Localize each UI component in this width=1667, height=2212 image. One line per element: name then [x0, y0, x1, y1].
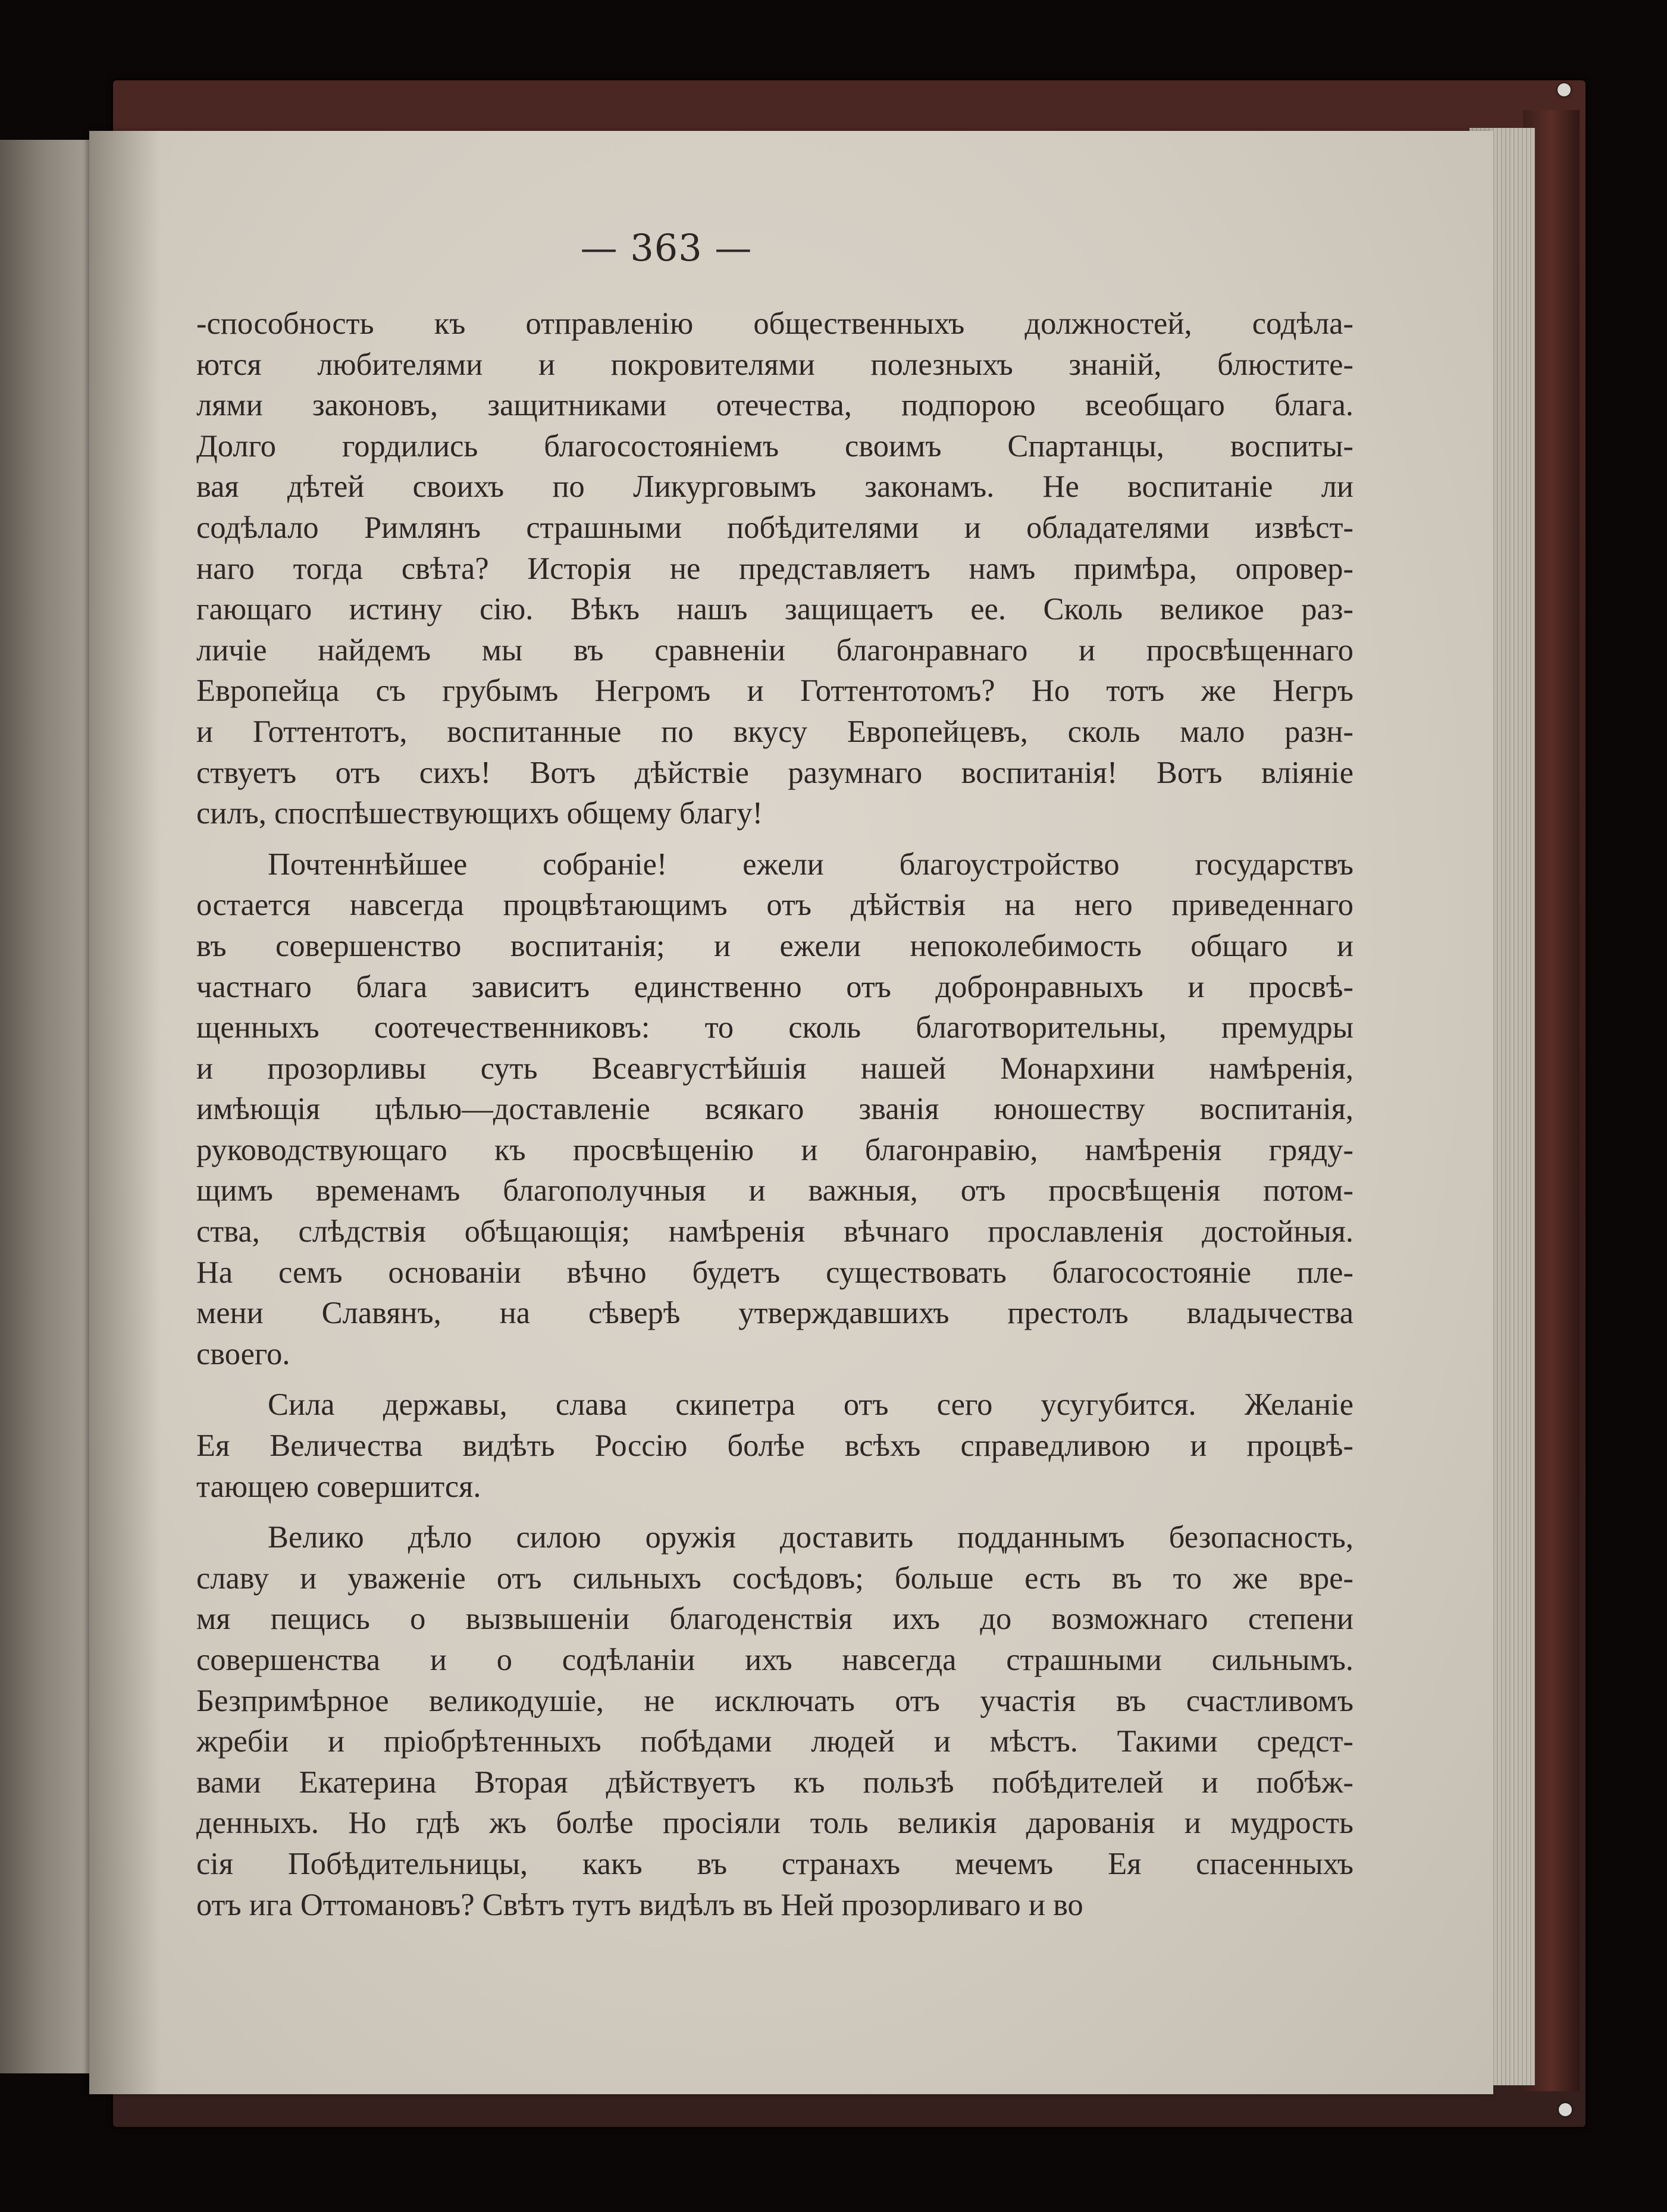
text-line: денныхъ. Но гдѣ жъ болѣе просіяли толь великія дарованія и мудрость	[196, 1806, 1353, 1841]
text-line: славу и уваженіе отъ сильныхъ сосѣдовъ; больше есть въ то же вре-	[196, 1561, 1353, 1596]
text-line: Долго гордились благосостояніемъ своимъ Спартанцы, воспиты-	[196, 428, 1353, 463]
text-line: наго тогда свѣта? Исторія не представляетъ намъ примѣра, опровер-	[196, 551, 1353, 586]
text-line: щимъ временамъ благополучныя и важныя, отъ просвѣщенія потом-	[196, 1173, 1353, 1208]
text-line: руководствующаго къ просвѣщенію и благонравію, намѣренія гряду-	[196, 1132, 1353, 1167]
text-line: своего.	[196, 1336, 290, 1371]
text-line: Сила державы, слава скипетра отъ сего усугубится. Желаніе	[268, 1387, 1353, 1423]
text-line: Велико дѣло силою оружія доставить подданнымъ безопасность,	[268, 1520, 1353, 1555]
corner-pin-top	[1558, 83, 1571, 96]
text-line: тающею совершится.	[196, 1469, 481, 1504]
text-line: Безпримѣрное великодушіе, не исключать отъ участія въ счастливомъ	[196, 1683, 1353, 1718]
text-line: имѣющія цѣлью—доставленіе всякаго званія юношеству воспитанія,	[196, 1092, 1353, 1127]
text-line: -способность къ отправленію общественныхъ должностей, содѣла-	[196, 306, 1353, 341]
paragraph	[196, 1384, 1353, 1507]
text-line: вая дѣтей своихъ по Ликурговымъ законамъ. Не воспитаніе ли	[196, 469, 1353, 505]
text-line: содѣлало Римлянъ страшными побѣдителями и обладателями извѣст-	[196, 510, 1353, 545]
text-line: гающаго истину сію. Вѣкъ нашъ защищаетъ ее. Сколь великое раз-	[196, 592, 1353, 627]
text-line: и Готтентотъ, воспитанные по вкусу Европейцевъ, сколь мало разн-	[196, 714, 1353, 749]
text-line: и прозорливы суть Всеавгустѣйшія нашей Монархини намѣренія,	[196, 1051, 1353, 1086]
text-line: совершенства и о содѣланіи ихъ навсегда страшными сильнымъ.	[196, 1643, 1353, 1677]
text-line: отъ ига Оттомановъ? Свѣтъ тутъ видѣлъ въ Ней прозорливаго и во	[196, 1887, 1083, 1922]
text-line: сія Побѣдительницы, какъ въ странахъ мечемъ Ея спасенныхъ	[196, 1846, 1353, 1881]
text-line: Ея Величества видѣть Россію болѣе всѣхъ справедливою и процвѣ-	[196, 1428, 1353, 1464]
text-line: жребіи и пріобрѣтенныхъ побѣдами людей и мѣстъ. Такими средст-	[196, 1724, 1353, 1759]
corner-pin-bottom	[1559, 2103, 1572, 2116]
text-line: щенныхъ соотечественниковъ: то сколь благотворительны, премудры	[196, 1010, 1353, 1045]
text-line: остается навсегда процвѣтающимъ отъ дѣйствія на него приведеннаго	[196, 888, 1353, 923]
paragraph	[196, 303, 1353, 834]
text-line: мя пещись о вызвышеніи благоденствія ихъ до возможнаго степени	[196, 1602, 1353, 1637]
page-number: — 363 —	[580, 226, 753, 270]
paragraph	[196, 1517, 1353, 1925]
text-line: ства, слѣдствія обѣщающія; намѣренія вѣчнаго прославленія достойныя.	[196, 1214, 1353, 1249]
text-line: ются любителями и покровителями полезныхъ знаній, блюстите-	[196, 347, 1353, 382]
text-line: вами Екатерина Вторая дѣйствуетъ къ пользѣ побѣдителей и побѣж-	[196, 1765, 1353, 1800]
text-line: силъ, споспѣшествующихъ общему благу!	[196, 796, 763, 831]
text-line: въ совершенство воспитанія; и ежели непоколебимость общаго и	[196, 928, 1353, 963]
text-line: лями законовъ, защитниками отечества, подпорою всеобщаго блага.	[196, 388, 1353, 423]
text-line: ствуетъ отъ сихъ! Вотъ дѣйствіе разумнаго воспитанія! Вотъ вліяніе	[196, 755, 1353, 790]
text-line: Европейца съ грубымъ Негромъ и Готтентотомъ? Но тотъ же Негръ	[196, 673, 1353, 709]
paragraph	[196, 844, 1353, 1375]
book-page	[89, 131, 1493, 2094]
page-body-text	[196, 303, 1353, 1925]
text-line: мени Славянъ, на сѣверѣ утверждавшихъ престолъ владычества	[196, 1296, 1353, 1331]
page-gutter-shadow	[89, 131, 161, 2094]
text-line: Почтеннѣйшее собраніе! ежели благоустройство государствъ	[268, 847, 1353, 882]
text-line: личіе найдемъ мы въ сравненіи благонравнаго и просвѣщеннаго	[196, 632, 1353, 668]
text-line: На семъ основаніи вѣчно будетъ существовать благосостояніе пле-	[196, 1255, 1353, 1290]
text-line: частнаго блага зависитъ единственно отъ добронравныхъ и просвѣ-	[196, 969, 1353, 1004]
